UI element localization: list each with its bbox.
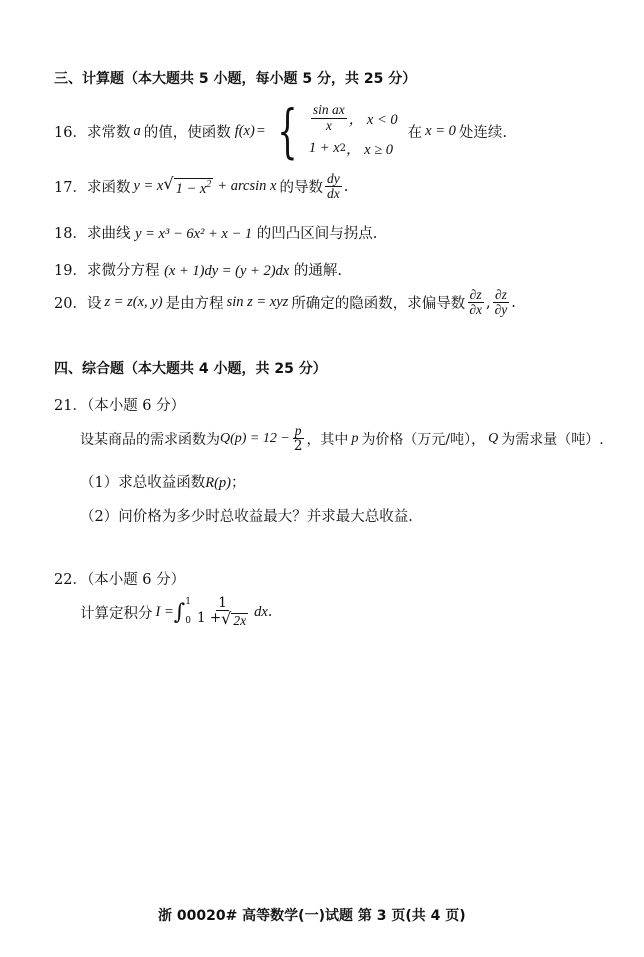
- question-text: 求常数: [86, 124, 131, 141]
- question-22-body: [80, 596, 272, 628]
- question-text: 求曲线: [86, 226, 131, 242]
- question-21-sub-1: [80, 471, 246, 492]
- question-text: 的值，使函数: [143, 124, 231, 141]
- math-expression: y = x³ − 6x² + x − 1: [135, 226, 253, 242]
- math-var: Q: [488, 430, 499, 446]
- question-21-sub-2: （2）问价格为多少时总收益最大？并求最大总收益.: [80, 509, 413, 525]
- sqrt-icon: √: [163, 173, 174, 193]
- question-number: 16．: [54, 124, 87, 141]
- question-number: 18．: [54, 226, 87, 242]
- punctuation: .: [267, 604, 273, 621]
- partial-denominator: ∂y: [494, 302, 508, 318]
- question-number: 21．: [54, 398, 87, 414]
- partial-numerator: ∂z: [494, 287, 507, 302]
- punctuation: ；: [231, 475, 246, 491]
- question-number: 19．: [54, 263, 87, 279]
- sqrt-exponent: 2: [206, 178, 212, 190]
- math-plus: + arcsin x: [217, 178, 277, 195]
- question-text: 所确定的隐函数，求偏导数: [291, 296, 466, 313]
- question-text: 在: [407, 124, 423, 141]
- question-text: 为需求量（吨）.: [501, 431, 604, 448]
- question-18: [54, 222, 377, 243]
- math-condition: x = 0: [425, 122, 456, 139]
- punctuation: .: [511, 294, 516, 311]
- case1-numerator: sin ax: [312, 102, 345, 118]
- math-expression: Q(p) = 12 −: [220, 430, 290, 446]
- case2-exponent: 2: [339, 142, 347, 154]
- integral-lower-limit: 0: [185, 616, 191, 627]
- question-score: （本小题 6 分）: [86, 398, 186, 414]
- math-eq: =: [256, 122, 266, 139]
- fraction-numerator: p: [294, 423, 302, 438]
- math-expression: R(p): [205, 475, 231, 491]
- section-4-heading: 四、综合题（本大题共 4 小题，共 25 分）: [54, 361, 327, 377]
- case2-expression: 1 + x: [308, 139, 340, 156]
- question-22-header: [54, 568, 185, 589]
- piecewise-function: [267, 97, 398, 165]
- sub-question-text: （1）求总收益函数: [80, 475, 206, 491]
- question-score: （本小题 6 分）: [86, 572, 186, 588]
- punctuation: .: [343, 178, 349, 195]
- question-19: [54, 259, 342, 280]
- question-number: 22．: [54, 572, 87, 588]
- math-expression: (x + 1)dy = (y + 2)dx: [164, 263, 290, 279]
- derivative-denominator: dx: [326, 186, 340, 202]
- question-text: 是由方程: [165, 296, 224, 313]
- question-number: 17．: [54, 180, 87, 197]
- question-text: 求微分方程: [86, 263, 160, 279]
- derivative-numerator: dy: [326, 171, 340, 186]
- question-text: 设: [86, 296, 102, 313]
- math-expression: sin z = xyz: [226, 294, 289, 311]
- sqrt-expression: [163, 173, 213, 198]
- sqrt-radicand: 2x: [233, 613, 247, 629]
- sqrt-expression: [221, 611, 248, 628]
- question-text: 为价格（万元/吨），: [361, 431, 486, 448]
- page-footer: 浙 00020# 高等数学(一)试题 第 3 页(共 4 页): [158, 908, 466, 924]
- question-text: ，其中: [306, 431, 349, 448]
- partial-numerator: ∂z: [469, 287, 482, 302]
- differential: dx: [254, 603, 268, 620]
- fraction-denominator: 2: [293, 438, 303, 455]
- case2-condition: ， x ≥ 0: [346, 141, 394, 158]
- case1-condition: ， x < 0: [348, 111, 398, 128]
- question-text: 的通解.: [293, 263, 342, 279]
- math-var: a: [133, 122, 141, 139]
- question-21-header: [54, 394, 185, 415]
- integral-upper-limit: 1: [185, 597, 191, 608]
- question-text: 的导数: [279, 180, 323, 197]
- section-3-heading: 三、计算题（本大题共 5 小题，每小题 5 分，共 25 分）: [54, 71, 417, 87]
- sqrt-radicand: 1 − x: [175, 180, 207, 197]
- question-number: 20．: [54, 296, 87, 313]
- math-lhs: I =: [155, 603, 174, 620]
- question-17: [54, 172, 348, 201]
- math-lhs: y = x: [133, 178, 164, 195]
- question-text: 计算定积分: [80, 605, 153, 622]
- fraction-denominator: 1 +: [196, 610, 222, 627]
- question-text: 处连续.: [458, 124, 507, 141]
- case1-denominator: x: [325, 117, 332, 133]
- question-16: [54, 97, 507, 165]
- question-20: [54, 288, 516, 317]
- question-text: 的凹凸区间与拐点.: [256, 226, 378, 242]
- question-21-body: [80, 424, 604, 453]
- math-var: p: [351, 430, 359, 446]
- punctuation: ,: [485, 294, 491, 311]
- partial-denominator: ∂x: [469, 302, 482, 318]
- question-text: 求函数: [86, 180, 131, 197]
- question-text: 设某商品的需求函数为: [80, 431, 220, 448]
- math-expression: z = z(x, y): [104, 294, 163, 311]
- integral-icon: ∫: [173, 599, 186, 625]
- math-func: f(x): [234, 122, 255, 139]
- sqrt-icon: √: [221, 609, 232, 629]
- fraction-numerator: 1: [218, 595, 227, 611]
- brace-symbol: {: [277, 97, 298, 165]
